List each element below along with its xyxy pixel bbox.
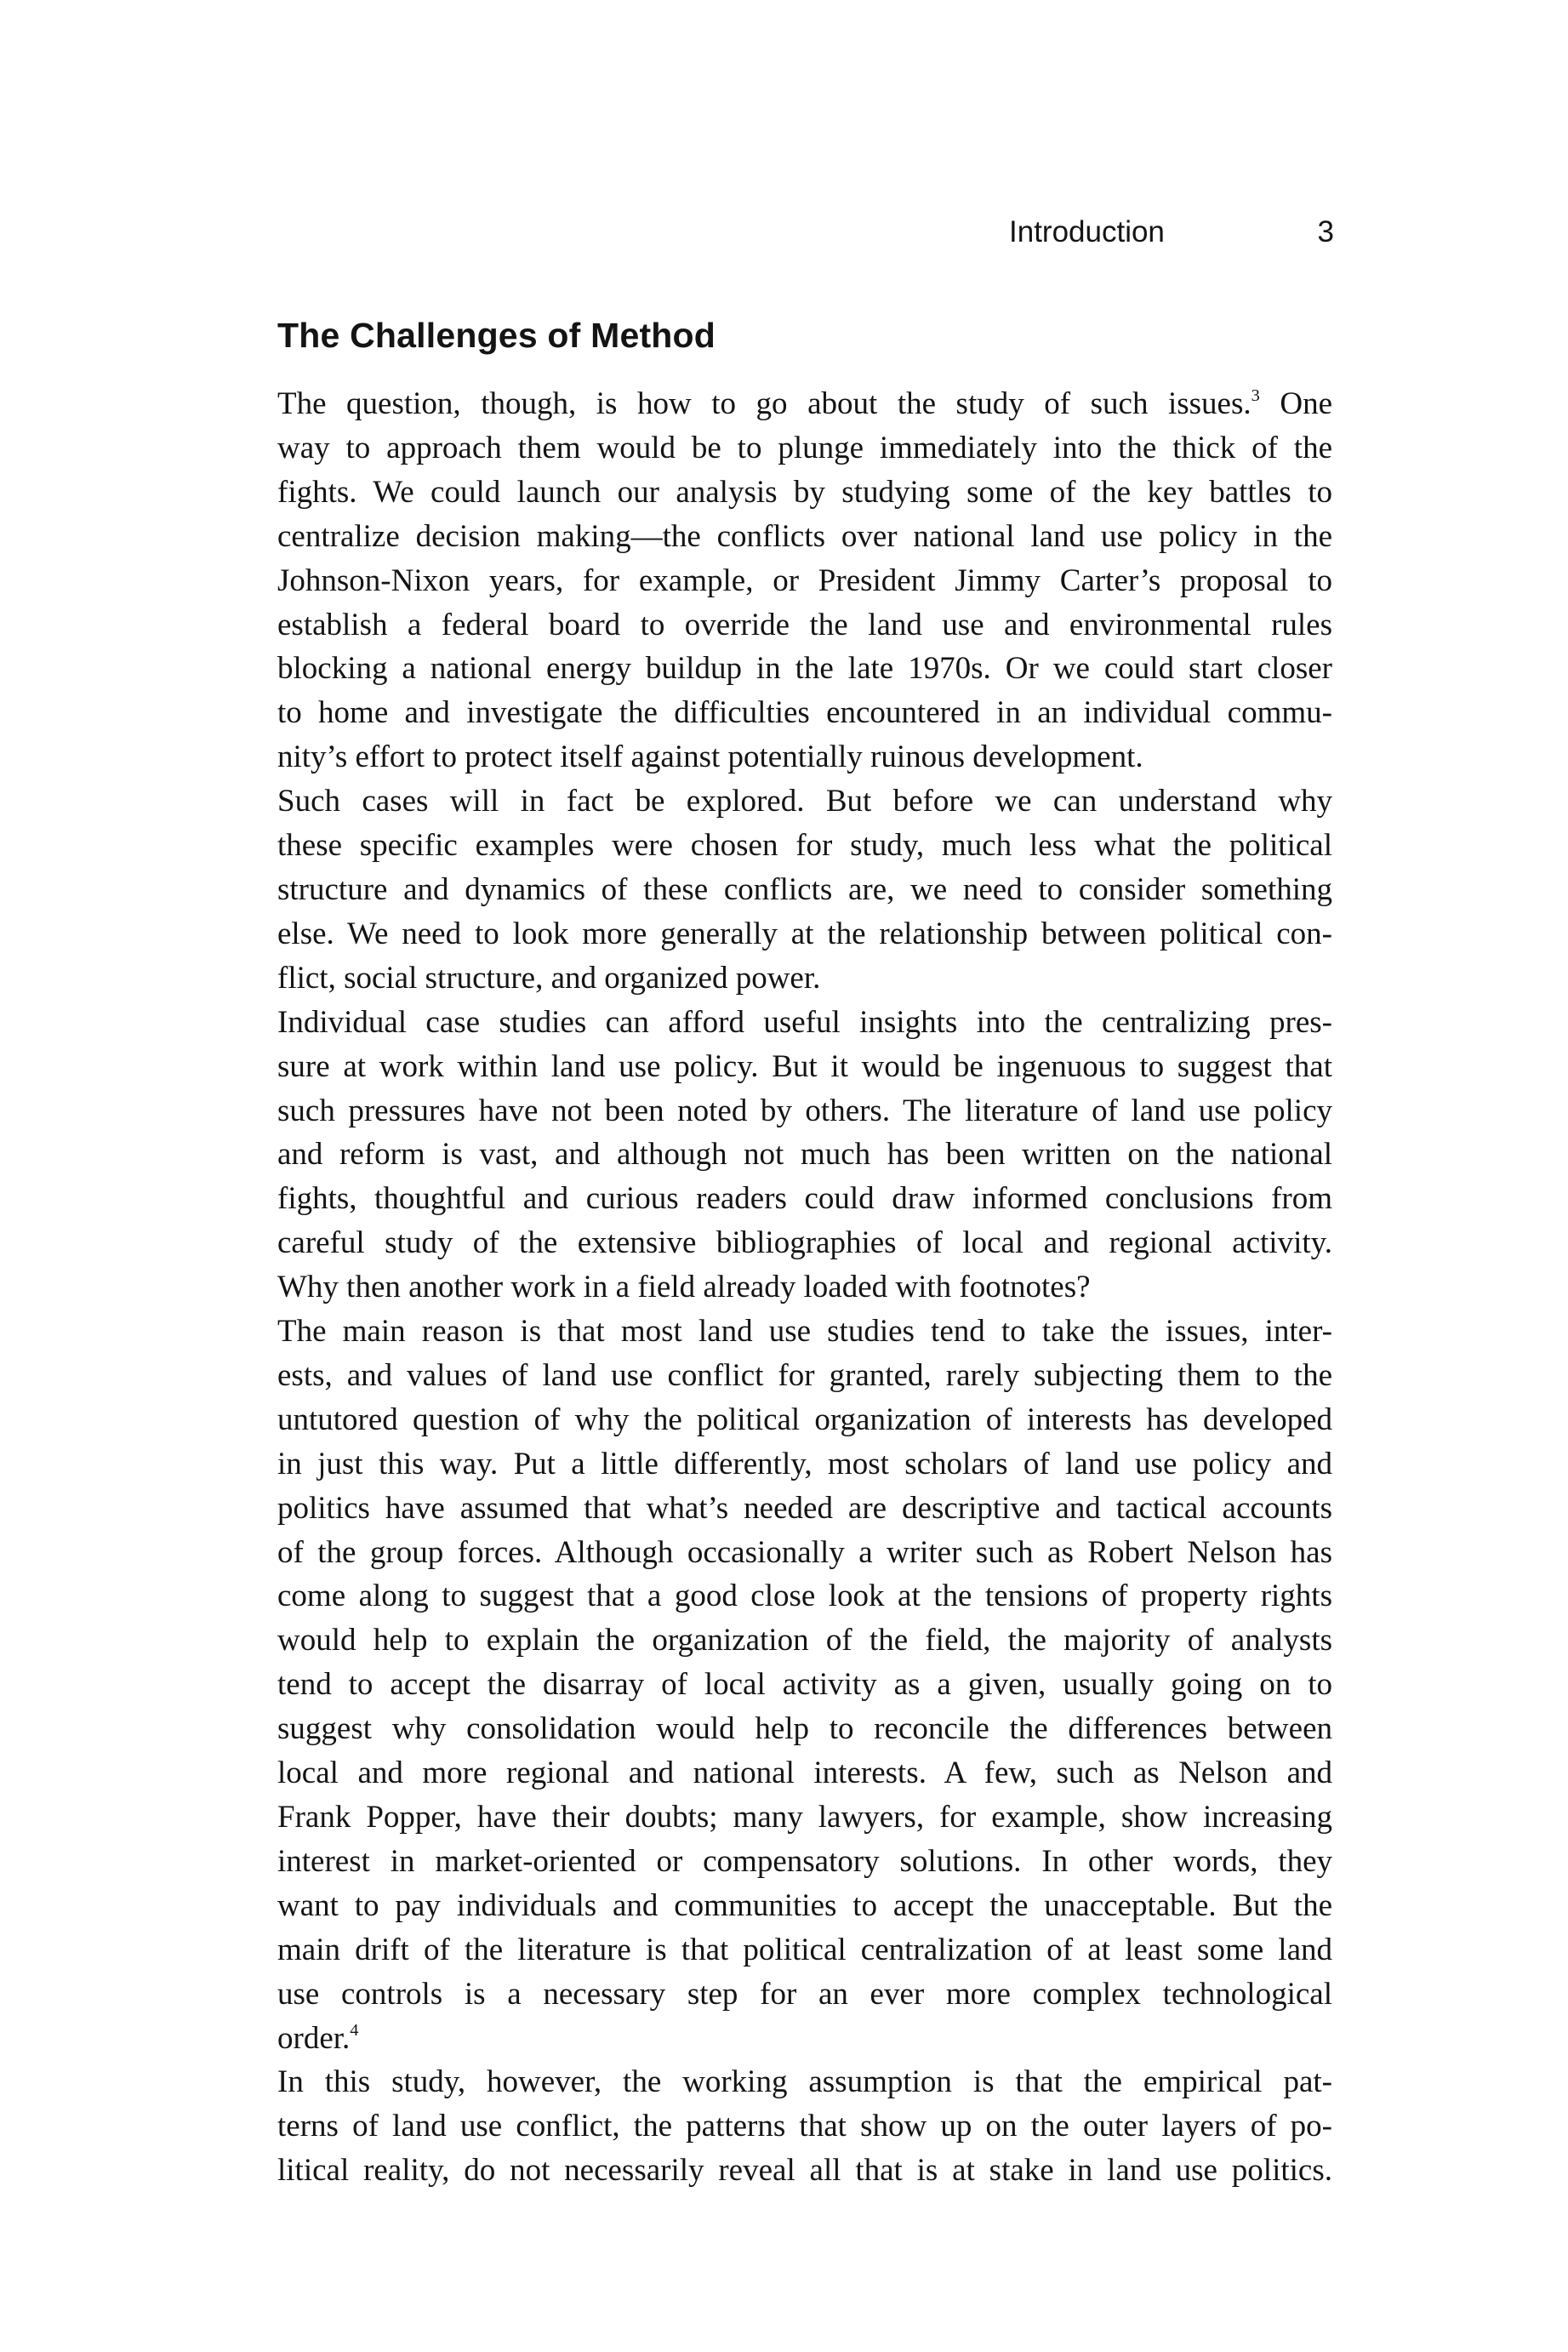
body-text bbox=[235, 382, 1332, 2193]
text-line: use controls is a necessary step for an ever more complex technological bbox=[277, 1976, 1332, 2012]
text-line: suggest why consolidation would help to reconcile the differences between bbox=[277, 1711, 1332, 1747]
text-line: careful study of the extensive bibliographies of local and regional activity. bbox=[277, 1225, 1332, 1261]
text-line: blocking a national energy buildup in the late 1970s. Or we could start closer bbox=[277, 651, 1332, 687]
paragraph-4 bbox=[235, 1310, 1332, 2060]
text-line: come along to suggest that a good close look at the tensions of property rights bbox=[277, 1578, 1332, 1614]
text-line: way to approach them would be to plunge immediately into the thick of the bbox=[277, 430, 1332, 465]
paragraph-2 bbox=[235, 779, 1332, 1001]
text-line-content: order. bbox=[277, 2020, 351, 2056]
text-line: local and more regional and national interests. A few, such as Nelson and bbox=[277, 1755, 1332, 1791]
text-line: flict, social structure, and organized power. bbox=[277, 960, 821, 996]
section-heading: The Challenges of Method bbox=[277, 316, 716, 355]
text-line: litical reality, do not necessarily reveal all that is at stake in land use politics. bbox=[277, 2153, 1332, 2189]
text-line: nity’s effort to protect itself against potentially ruinous development. bbox=[277, 739, 1143, 775]
text-line: Frank Popper, have their doubts; many lawyers, for example, show increasing bbox=[277, 1800, 1332, 1835]
text-line: such pressures have not been noted by others. The literature of land use policy bbox=[277, 1093, 1332, 1128]
text-line: and reform is vast, and although not much has been written on the national bbox=[277, 1137, 1332, 1173]
text-line: fights, thoughtful and curious readers could draw informed conclusions from bbox=[277, 1181, 1332, 1217]
text-line-content: The question, though, is how to go about the study of such issues. bbox=[277, 386, 1252, 421]
text-line: tend to accept the disarray of local activity as a given, usually going on to bbox=[277, 1667, 1332, 1703]
text-line-tail: One bbox=[1259, 386, 1332, 421]
text-line: these specific examples were chosen for study, much less what the political bbox=[277, 828, 1332, 864]
text-line: interest in market-oriented or compensatory solutions. In other words, they bbox=[277, 1843, 1332, 1879]
text-line: in just this way. Put a little differently, most scholars of land use policy and bbox=[277, 1446, 1332, 1481]
footnote-reference: 3 bbox=[1251, 385, 1260, 405]
text-line: politics have assumed that what’s needed are descriptive and tactical accounts bbox=[277, 1490, 1332, 1526]
paragraph-3 bbox=[235, 1001, 1332, 1310]
paragraph-1 bbox=[235, 382, 1332, 779]
text-line: want to pay individuals and communities to accept the unacceptable. But the bbox=[277, 1887, 1332, 1923]
text-line: centralize decision making—the conflicts over national land use policy in the bbox=[277, 518, 1332, 554]
text-line bbox=[235, 382, 1332, 426]
paragraph-5 bbox=[235, 2060, 1332, 2193]
text-line: main drift of the literature is that political centralization of at least some land bbox=[277, 1932, 1332, 1967]
text-line: establish a federal board to override the land use and environmental rules bbox=[277, 607, 1332, 642]
text-line: would help to explain the organization of the field, the majority of analysts bbox=[277, 1623, 1332, 1658]
text-line: Individual case studies can afford useful insights into the centralizing pres- bbox=[277, 1004, 1332, 1040]
text-line: fights. We could launch our analysis by studying some of the key battles to bbox=[277, 474, 1332, 510]
text-line bbox=[235, 2017, 1332, 2061]
text-line: Johnson-Nixon years, for example, or President Jimmy Carter’s proposal to bbox=[277, 562, 1332, 598]
text-line: Such cases will in fact be explored. But before we can understand why bbox=[277, 784, 1332, 819]
text-line: of the group forces. Although occasionally a writer such as Robert Nelson has bbox=[277, 1534, 1332, 1570]
page-number: 3 bbox=[1317, 215, 1334, 248]
footnote-reference: 4 bbox=[350, 2020, 359, 2040]
text-line: sure at work within land use policy. But it would be ingenuous to suggest that bbox=[277, 1048, 1332, 1084]
text-line: untutored question of why the political organization of interests has developed bbox=[277, 1401, 1332, 1437]
text-line: terns of land use conflict, the patterns that show up on the outer layers of po- bbox=[277, 2109, 1332, 2144]
text-line: Why then another work in a field already loaded with footnotes? bbox=[277, 1270, 1091, 1305]
text-line: The main reason is that most land use studies tend to take the issues, inter- bbox=[277, 1314, 1332, 1350]
text-line: ests, and values of land use conflict for granted, rarely subjecting them to the bbox=[277, 1357, 1332, 1393]
running-head bbox=[995, 211, 1336, 254]
text-line: In this study, however, the working assumption is that the empirical pat- bbox=[277, 2064, 1332, 2100]
running-head-title: Introduction bbox=[1009, 215, 1165, 248]
text-line: structure and dynamics of these conflicts are, we need to consider something bbox=[277, 871, 1332, 907]
text-line: else. We need to look more generally at the relationship between political con- bbox=[277, 916, 1332, 951]
text-line: to home and investigate the difficulties encountered in an individual commu- bbox=[277, 695, 1332, 731]
